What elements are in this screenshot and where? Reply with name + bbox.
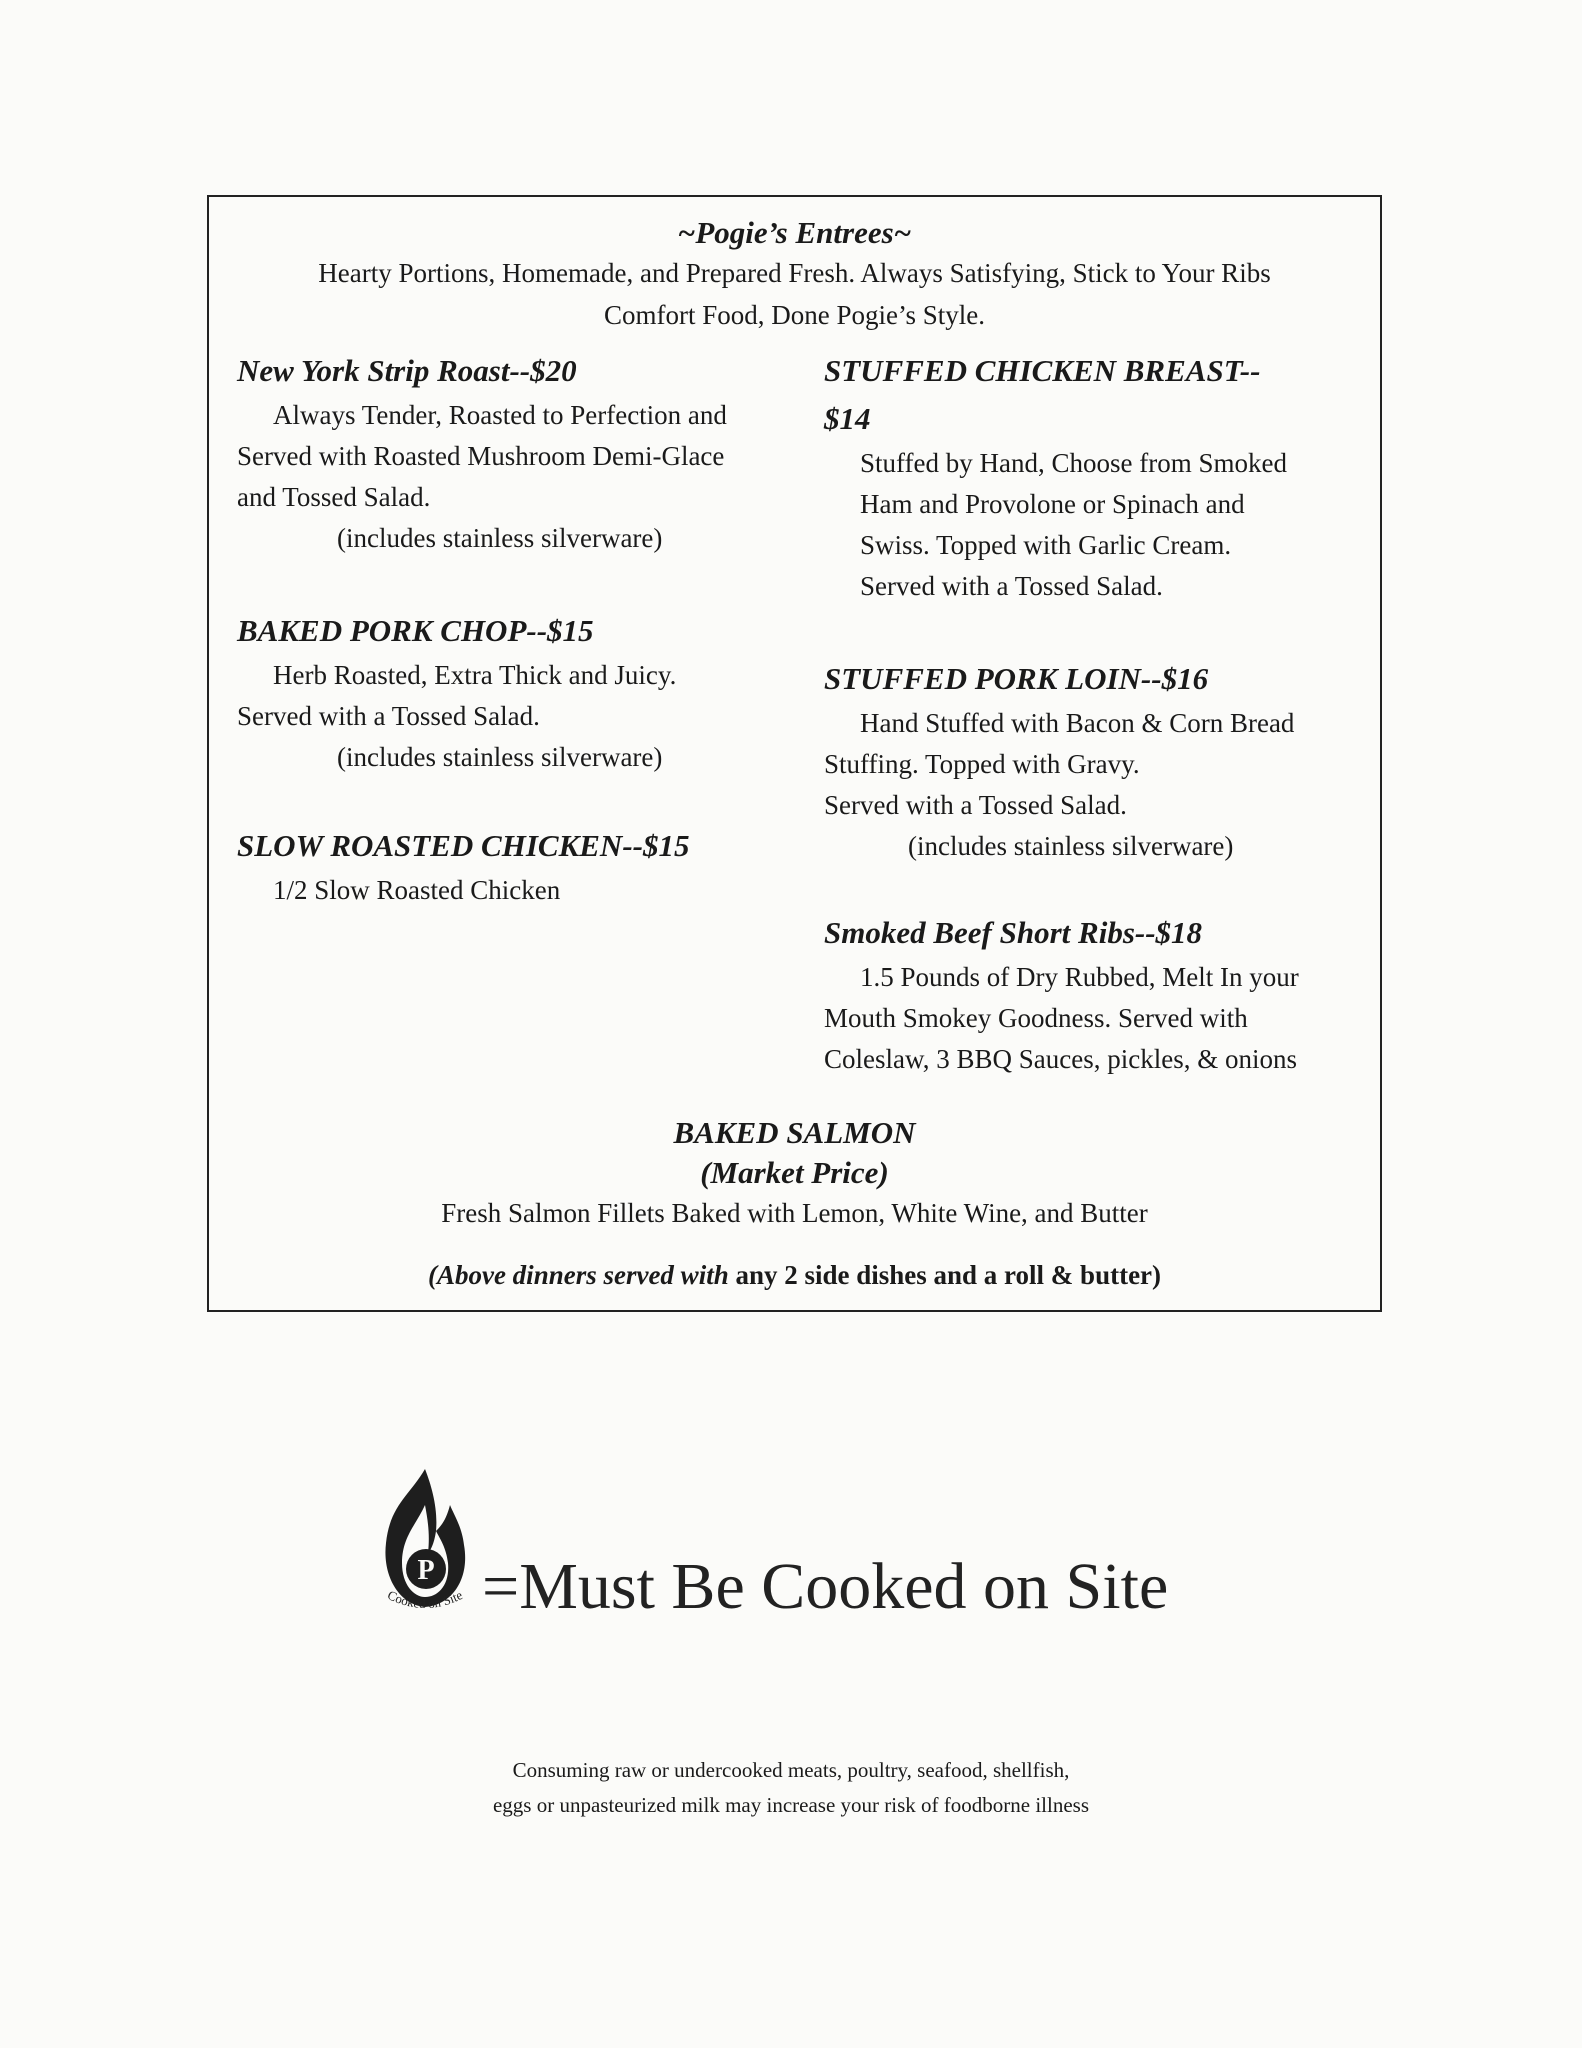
tagline-line-2: Comfort Food, Done Pogie’s Style.: [603, 300, 985, 330]
entree-title-line-2: $14: [824, 401, 871, 436]
legend-text: =Must Be Cooked on Site: [482, 1550, 1169, 1623]
entree-pork-chop: [237, 607, 797, 778]
sides-note-rest: any 2 side dishes and a roll & butter): [728, 1260, 1162, 1290]
salmon-desc: Fresh Salmon Fillets Baked with Lemon, White Wine, and Butter: [441, 1198, 1148, 1228]
entree-stuffed-pork-loin: [824, 655, 1364, 867]
entree-title: Smoked Beef Short Ribs--$18: [824, 915, 1203, 950]
silverware-note: (includes stainless silverware): [337, 742, 663, 772]
flame-logo-icon: [370, 1465, 480, 1625]
entree-title: BAKED PORK CHOP--$15: [237, 613, 594, 648]
entree-title-line-1: STUFFED CHICKEN BREAST--: [824, 353, 1261, 388]
entree-desc-line: Mouth Smokey Goodness. Served with: [824, 1003, 1248, 1033]
entree-desc-line: Always Tender, Roasted to Perfection and: [273, 400, 727, 430]
salmon-price: (Market Price): [700, 1155, 889, 1190]
entree-desc-line: Served with Roasted Mushroom Demi-Glace: [237, 441, 725, 471]
menu-title: ~Pogie’s Entrees~: [677, 215, 912, 250]
food-safety-disclaimer: [0, 1753, 1582, 1823]
entrees-menu-box: [207, 195, 1382, 1312]
entree-desc-line: Stuffing. Topped with Gravy.: [824, 749, 1140, 779]
cooked-on-site-legend: [370, 1465, 1270, 1635]
entree-baked-salmon: [209, 1113, 1380, 1233]
entree-desc-line: and Tossed Salad.: [237, 482, 431, 512]
entree-desc-line: 1.5 Pounds of Dry Rubbed, Melt In your: [860, 962, 1299, 992]
menu-tagline: [249, 252, 1340, 336]
entree-desc-line: Herb Roasted, Extra Thick and Juicy.: [273, 660, 677, 690]
entree-short-ribs: [824, 909, 1364, 1080]
entree-desc-line: Served with a Tossed Salad.: [824, 790, 1127, 820]
entree-desc-line: Ham and Provolone or Spinach and: [860, 489, 1245, 519]
sides-note-italic: (Above dinners served with: [427, 1260, 729, 1290]
entree-desc-line: Hand Stuffed with Bacon & Corn Bread: [860, 708, 1295, 738]
logo-letter: P: [417, 1555, 435, 1586]
tagline-line-1: Hearty Portions, Homemade, and Prepared Fresh. Always Satisfying, Stick to Your Ribs: [318, 258, 1271, 288]
sides-note: [209, 1255, 1380, 1295]
entree-title: STUFFED PORK LOIN--$16: [824, 661, 1209, 696]
entree-desc-line: 1/2 Slow Roasted Chicken: [273, 875, 561, 905]
disclaimer-line-1: Consuming raw or undercooked meats, poultry, seafood, shellfish,: [512, 1758, 1070, 1782]
entree-desc-line: Served with a Tossed Salad.: [237, 701, 540, 731]
entree-ny-strip: [237, 347, 797, 559]
entree-slow-chicken: [237, 822, 797, 911]
logo-caption: Cooked on Site: [385, 1587, 465, 1612]
disclaimer-line-2: eggs or unpasteurized milk may increase your risk of foodborne illness: [492, 1793, 1089, 1817]
entree-desc-line: Coleslaw, 3 BBQ Sauces, pickles, & onions: [824, 1044, 1297, 1074]
entree-desc-line: Swiss. Topped with Garlic Cream.: [860, 530, 1232, 560]
salmon-title: BAKED SALMON: [673, 1115, 916, 1150]
entree-title: New York Strip Roast--$20: [237, 353, 577, 388]
entree-title: SLOW ROASTED CHICKEN--$15: [237, 828, 690, 863]
entree-desc-line: Stuffed by Hand, Choose from Smoked: [860, 448, 1287, 478]
silverware-note: (includes stainless silverware): [908, 831, 1234, 861]
entree-desc-line: Served with a Tossed Salad.: [860, 571, 1163, 601]
entree-stuffed-chicken: [824, 347, 1364, 607]
silverware-note: (includes stainless silverware): [337, 523, 663, 553]
